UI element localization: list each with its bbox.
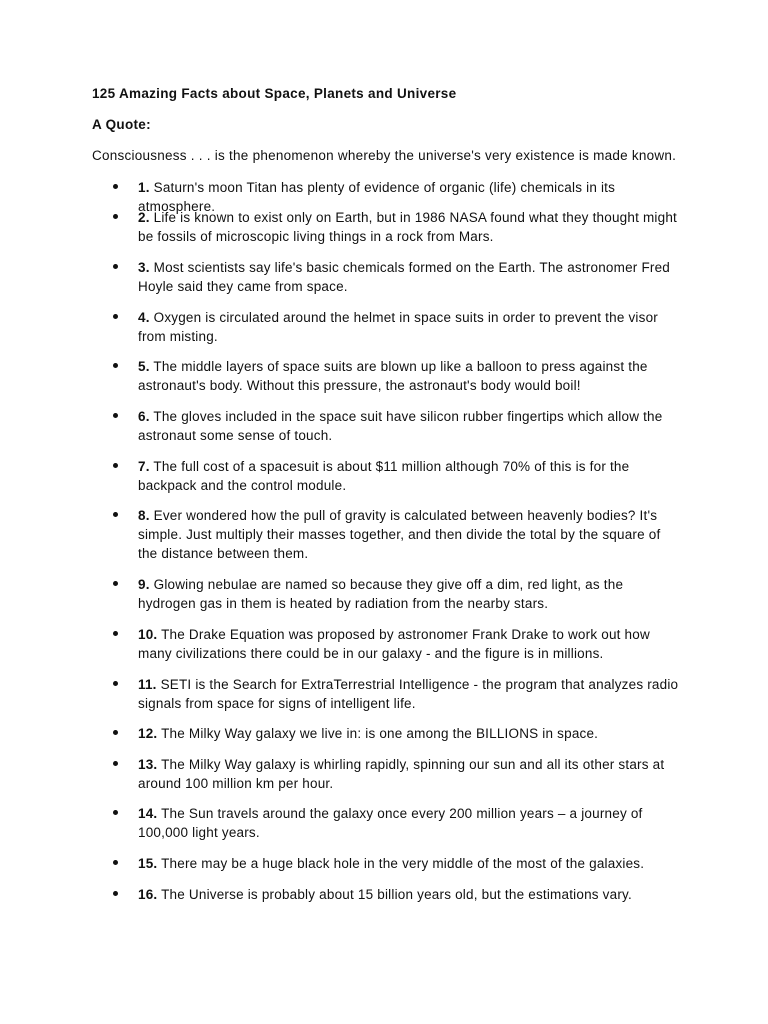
fact-text — [138, 804, 683, 842]
fact-text — [138, 506, 683, 563]
fact-body: Ever wondered how the pull of gravity is calculated between heavenly bodies? It's simple. Just multiply their masses together, and then divide the total by the square of the distance between them. — [138, 508, 661, 561]
fact-text — [138, 575, 683, 613]
fact-number: 14. — [138, 806, 158, 821]
fact-text — [138, 724, 683, 743]
fact-text — [138, 357, 683, 395]
fact-text — [138, 208, 683, 246]
bullet-icon — [113, 631, 118, 636]
bullet-icon — [113, 264, 118, 269]
fact-body: The gloves included in the space suit have silicon rubber fingertips which allow the astronaut some sense of touch. — [138, 409, 663, 443]
fact-number: 15. — [138, 856, 158, 871]
bullet-icon — [113, 463, 118, 468]
fact-text — [138, 625, 683, 663]
bullet-icon — [113, 314, 118, 319]
bullet-icon — [113, 214, 118, 219]
fact-body: The Milky Way galaxy is whirling rapidly, spinning our sun and all its other stars at around 100 million km per hour. — [138, 757, 665, 791]
document-title: 125 Amazing Facts about Space, Planets and Universe — [92, 86, 457, 101]
fact-body: The full cost of a spacesuit is about $11 million although 70% of this is for the backpack and the control module. — [138, 459, 630, 493]
fact-text — [138, 407, 683, 445]
bullet-icon — [113, 512, 118, 517]
fact-body: Life is known to exist only on Earth, but in 1986 NASA found what they thought might be fossils of microscopic living things in a rock from Mars. — [138, 210, 677, 244]
bullet-icon — [113, 681, 118, 686]
fact-number: 7. — [138, 459, 150, 474]
fact-text — [138, 258, 683, 296]
fact-body: Most scientists say life's basic chemicals formed on the Earth. The astronomer Fred Hoyle said they came from space. — [138, 260, 671, 294]
fact-text — [138, 885, 683, 904]
fact-number: 9. — [138, 577, 150, 592]
bullet-icon — [113, 730, 118, 735]
fact-body: Glowing nebulae are named so because they give off a dim, red light, as the hydrogen gas in them is heated by radiation from the nearby stars. — [138, 577, 624, 611]
fact-body: The Milky Way galaxy we live in: is one among the BILLIONS in space. — [161, 726, 599, 741]
bullet-icon — [113, 184, 118, 189]
fact-body: SETI is the Search for ExtraTerrestrial Intelligence - the program that analyzes radio signals from space for signs of intelligent life. — [138, 677, 679, 711]
fact-number: 11. — [138, 677, 157, 692]
fact-number: 12. — [138, 726, 158, 741]
fact-body: Saturn's moon Titan has plenty of evidence of organic (life) chemicals in its atmosphere. — [138, 180, 616, 214]
fact-text — [138, 308, 683, 346]
bullet-icon — [113, 363, 118, 368]
bullet-icon — [113, 891, 118, 896]
bullet-icon — [113, 810, 118, 815]
bullet-icon — [113, 413, 118, 418]
fact-text — [138, 457, 683, 495]
fact-body: The Universe is probably about 15 billion years old, but the estimations vary. — [161, 887, 632, 902]
fact-number: 3. — [138, 260, 150, 275]
fact-number: 1. — [138, 180, 150, 195]
quote-heading: A Quote: — [92, 117, 151, 132]
fact-body: The Sun travels around the galaxy once every 200 million years – a journey of 100,000 light years. — [138, 806, 643, 840]
fact-text — [138, 675, 683, 713]
fact-number: 16. — [138, 887, 158, 902]
fact-number: 8. — [138, 508, 150, 523]
bullet-icon — [113, 860, 118, 865]
fact-text — [138, 854, 683, 873]
fact-number: 2. — [138, 210, 150, 225]
quote-text: Consciousness . . . is the phenomenon whereby the universe's very existence is made known. — [92, 148, 677, 163]
fact-body: Oxygen is circulated around the helmet in space suits in order to prevent the visor from misting. — [138, 310, 658, 344]
fact-body: There may be a huge black hole in the very middle of the most of the galaxies. — [161, 856, 645, 871]
bullet-icon — [113, 581, 118, 586]
fact-number: 13. — [138, 757, 158, 772]
fact-number: 5. — [138, 359, 150, 374]
fact-number: 6. — [138, 409, 150, 424]
fact-body: The Drake Equation was proposed by astronomer Frank Drake to work out how many civilizations there could be in our galaxy - and the figure is in millions. — [138, 627, 650, 661]
bullet-icon — [113, 761, 118, 766]
fact-text — [138, 755, 683, 793]
fact-number: 4. — [138, 310, 150, 325]
fact-number: 10. — [138, 627, 158, 642]
fact-body: The middle layers of space suits are blown up like a balloon to press against the astronaut's body. Without this pressure, the astronaut's body would boil! — [138, 359, 648, 393]
